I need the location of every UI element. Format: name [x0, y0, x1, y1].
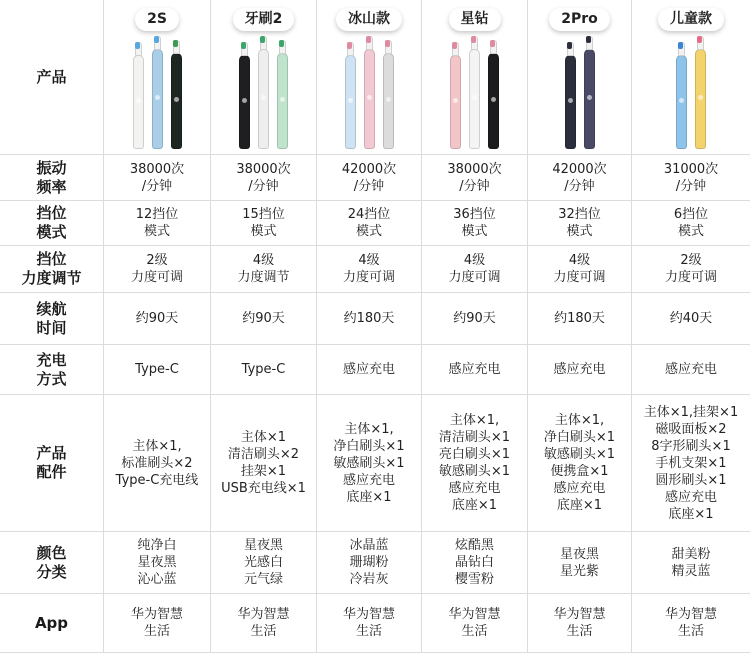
battery-cell: 约90天 — [211, 293, 317, 345]
row-header-gear-mode: 挡位 模式 — [0, 201, 104, 246]
app-cell: 华为智慧 生活 — [104, 594, 211, 653]
toothbrush-icon — [239, 55, 250, 149]
product-image — [345, 37, 394, 149]
vibration-cell: 42000次 /分钟 — [528, 155, 632, 201]
toothbrush-icon — [277, 53, 288, 149]
colors-cell: 炫酷黑 晶钻白 樱雪粉 — [422, 532, 528, 594]
product-name: 星钻 — [449, 8, 501, 31]
toothbrush-icon — [383, 53, 394, 149]
gear-mode-cell: 24挡位 模式 — [317, 201, 422, 246]
accessories-cell: 主体×1, 标准刷头×2 Type-C充电线 — [104, 395, 211, 532]
colors-cell: 星夜黑 星光紫 — [528, 532, 632, 594]
toothbrush-icon — [152, 49, 163, 149]
gear-mode-cell: 12挡位 模式 — [104, 201, 211, 246]
product-name: 2Pro — [549, 8, 610, 31]
product-cell — [104, 0, 211, 155]
row-header-product: 产品 — [0, 0, 104, 155]
colors-cell: 星夜黑 光感白 元气绿 — [211, 532, 317, 594]
toothbrush-icon — [171, 53, 182, 149]
gear-force-cell: 4级 力度可调 — [317, 246, 422, 293]
charging-cell: 感应充电 — [422, 345, 528, 395]
toothbrush-icon — [565, 55, 576, 149]
toothbrush-icon — [364, 49, 375, 149]
vibration-cell: 38000次 /分钟 — [104, 155, 211, 201]
vibration-cell: 38000次 /分钟 — [211, 155, 317, 201]
row-header-colors: 颜色 分类 — [0, 532, 104, 594]
accessories-cell: 主体×1 清洁刷头×2 挂架×1 USB充电线×1 — [211, 395, 317, 532]
toothbrush-icon — [676, 55, 687, 149]
product-image — [450, 37, 499, 149]
row-header-app: App — [0, 594, 104, 653]
app-cell: 华为智慧 生活 — [632, 594, 750, 653]
product-cell — [632, 0, 750, 155]
row-header-charging: 充电 方式 — [0, 345, 104, 395]
gear-force-cell: 4级 力度可调 — [528, 246, 632, 293]
toothbrush-icon — [450, 55, 461, 149]
app-cell: 华为智慧 生活 — [422, 594, 528, 653]
product-cell — [422, 0, 528, 155]
charging-cell: Type-C — [104, 345, 211, 395]
gear-mode-cell: 32挡位 模式 — [528, 201, 632, 246]
app-cell: 华为智慧 生活 — [317, 594, 422, 653]
toothbrush-icon — [469, 49, 480, 149]
battery-cell: 约90天 — [104, 293, 211, 345]
accessories-cell: 主体×1, 净白刷头×1 敏感刷头×1 便携盒×1 感应充电 底座×1 — [528, 395, 632, 532]
row-header-accessories: 产品 配件 — [0, 395, 104, 532]
row-header-battery: 续航 时间 — [0, 293, 104, 345]
charging-cell: Type-C — [211, 345, 317, 395]
gear-mode-cell: 36挡位 模式 — [422, 201, 528, 246]
vibration-cell: 38000次 /分钟 — [422, 155, 528, 201]
gear-force-cell: 2级 力度可调 — [104, 246, 211, 293]
colors-cell: 冰晶蓝 珊瑚粉 冷岩灰 — [317, 532, 422, 594]
battery-cell: 约40天 — [632, 293, 750, 345]
toothbrush-icon — [133, 55, 144, 149]
gear-force-cell: 2级 力度可调 — [632, 246, 750, 293]
product-image — [133, 37, 182, 149]
product-image — [565, 37, 595, 149]
product-name: 冰山款 — [336, 8, 402, 31]
accessories-cell: 主体×1, 净白刷头×1 敏感刷头×1 感应充电 底座×1 — [317, 395, 422, 532]
toothbrush-icon — [488, 53, 499, 149]
battery-cell: 约180天 — [317, 293, 422, 345]
product-name: 儿童款 — [658, 8, 724, 31]
gear-force-cell: 4级 力度可调 — [422, 246, 528, 293]
row-header-vibration: 振动 频率 — [0, 155, 104, 201]
app-cell: 华为智慧 生活 — [211, 594, 317, 653]
product-name: 2S — [135, 8, 179, 31]
battery-cell: 约180天 — [528, 293, 632, 345]
product-image — [676, 37, 706, 149]
charging-cell: 感应充电 — [317, 345, 422, 395]
colors-cell: 纯净白 星夜黑 沁心蓝 — [104, 532, 211, 594]
colors-cell: 甜美粉 精灵蓝 — [632, 532, 750, 594]
vibration-cell: 31000次 /分钟 — [632, 155, 750, 201]
toothbrush-icon — [695, 49, 706, 149]
product-cell — [317, 0, 422, 155]
product-image — [239, 37, 288, 149]
product-cell — [528, 0, 632, 155]
accessories-cell: 主体×1, 清洁刷头×1 亮白刷头×1 敏感刷头×1 感应充电 底座×1 — [422, 395, 528, 532]
gear-mode-cell: 15挡位 模式 — [211, 201, 317, 246]
toothbrush-icon — [258, 49, 269, 149]
charging-cell: 感应充电 — [632, 345, 750, 395]
product-cell — [211, 0, 317, 155]
battery-cell: 约90天 — [422, 293, 528, 345]
charging-cell: 感应充电 — [528, 345, 632, 395]
app-cell: 华为智慧 生活 — [528, 594, 632, 653]
accessories-cell: 主体×1,挂架×1 磁吸面板×2 8字形刷头×1 手机支架×1 圆形刷头×1 感应充电 底座×1 — [632, 395, 750, 532]
gear-force-cell: 4级 力度调节 — [211, 246, 317, 293]
vibration-cell: 42000次 /分钟 — [317, 155, 422, 201]
gear-mode-cell: 6挡位 模式 — [632, 201, 750, 246]
toothbrush-icon — [345, 55, 356, 149]
product-name: 牙刷2 — [233, 8, 295, 31]
row-header-gear-force: 挡位 力度调节 — [0, 246, 104, 293]
toothbrush-icon — [584, 49, 595, 149]
